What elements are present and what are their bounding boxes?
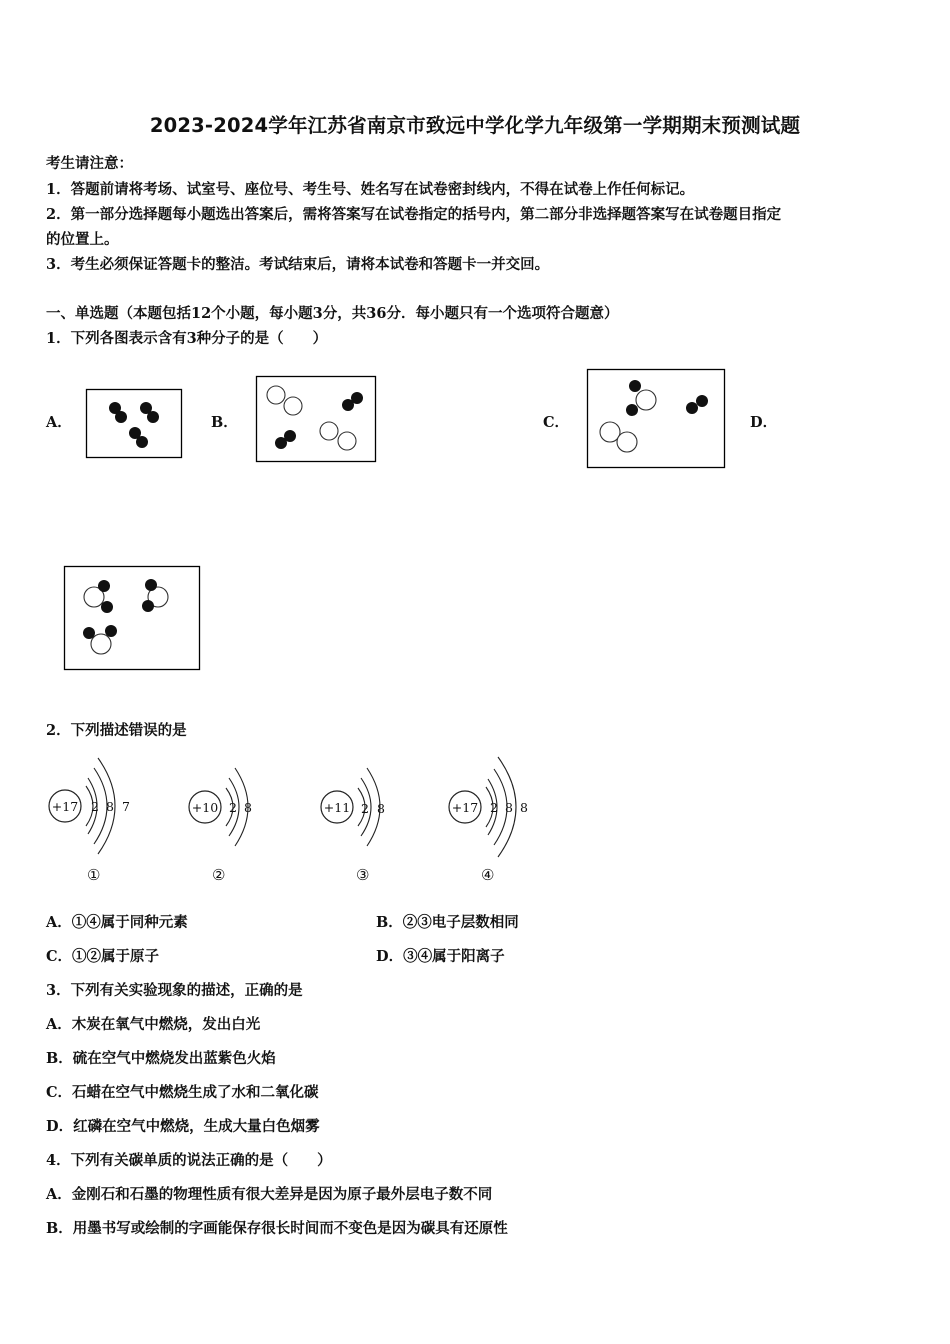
q1-stem: 1．下列各图表示含有3种分子的是（ ） — [46, 330, 328, 347]
atom-1-shell-3: 7 — [122, 799, 130, 814]
atom-4-mark: ④ — [481, 866, 495, 884]
atom-3-nucleus: +11 — [323, 800, 351, 815]
atom-1-mark: ① — [87, 866, 101, 884]
q2-option-a: A．①④属于同种元素 — [46, 914, 188, 931]
atom-4-nucleus: +17 — [451, 800, 479, 815]
atom-2-shell-1: 2 — [229, 800, 237, 815]
notice-heading: 考生请注意： — [46, 155, 133, 172]
atom-2-shell-2: 8 — [244, 800, 252, 815]
q1-figure-b — [255, 375, 379, 465]
q4-option-b: B．用墨书写或绘制的字画能保存很长时间而不变色是因为碳具有还原性 — [46, 1220, 508, 1237]
notice-item-3: 3．考生必须保证答题卡的整洁。考试结束后，请将本试卷和答题卡一并交回。 — [46, 256, 550, 273]
q3-option-a: A．木炭在氧气中燃烧，发出白光 — [46, 1016, 261, 1033]
atom-3-shell-1: 2 — [361, 801, 369, 816]
notice-item-2: 2．第一部分选择题每小题选出答案后，需将答案写在试卷指定的括号内，第二部分非选择题答案写在试卷题目指定 — [46, 206, 782, 223]
q1-figure-a — [85, 388, 185, 460]
atom-4-shell-3: 8 — [520, 800, 528, 815]
notice-item-2-cont: 的位置上。 — [46, 231, 119, 248]
atom-1-shell-1: 2 — [91, 799, 99, 814]
q2-option-d: D．③④属于阳离子 — [376, 948, 505, 965]
q3-option-b: B．硫在空气中燃烧发出蓝紫色火焰 — [46, 1050, 276, 1067]
notice-item-1: 1．答题前请将考场、试室号、座位号、考生号、姓名写在试卷密封线内，不得在试卷上作任何标记。 — [46, 181, 695, 198]
atom-1-nucleus: +17 — [51, 799, 79, 814]
atom-2-mark: ② — [212, 866, 226, 884]
atom-1-shell-2: 8 — [106, 799, 114, 814]
section-heading: 一、单选题（本题包括12个小题，每小题3分，共36分．每小题只有一个选项符合题意） — [46, 305, 619, 322]
q1-figure-c — [586, 368, 728, 471]
atom-diagram-1 — [44, 750, 144, 860]
atom-3-shell-2: 8 — [377, 801, 385, 816]
q2-stem: 2．下列描述错误的是 — [46, 722, 187, 739]
q2-option-c: C．①②属于原子 — [46, 948, 160, 965]
atom-3-mark: ③ — [356, 866, 370, 884]
q3-option-c: C．石蜡在空气中燃烧生成了水和二氧化碳 — [46, 1084, 319, 1101]
atom-4-shell-2: 8 — [505, 800, 513, 815]
atom-diagram-4 — [444, 750, 544, 860]
atom-4-shell-1: 2 — [490, 800, 498, 815]
q3-stem: 3．下列有关实验现象的描述，正确的是 — [46, 982, 303, 999]
q1-figure-d — [63, 565, 203, 673]
q4-option-a: A．金刚石和石墨的物理性质有很大差异是因为原子最外层电子数不同 — [46, 1186, 493, 1203]
q4-stem: 4．下列有关碳单质的说法正确的是（ ） — [46, 1152, 332, 1169]
q1-label-c: C． — [543, 414, 570, 431]
page-title: 2023-2024学年江苏省南京市致远中学化学九年级第一学期期末预测试题 — [149, 114, 801, 137]
q1-label-b: B． — [211, 414, 238, 431]
atom-diagram-3 — [317, 760, 397, 855]
q3-option-d: D．红磷在空气中燃烧，生成大量白色烟雾 — [46, 1118, 320, 1135]
q1-label-d: D． — [750, 414, 778, 431]
q2-option-b: B．②③电子层数相同 — [376, 914, 519, 931]
atom-diagram-2 — [185, 760, 265, 855]
atom-2-nucleus: +10 — [191, 800, 219, 815]
q1-label-a: A． — [46, 414, 72, 431]
